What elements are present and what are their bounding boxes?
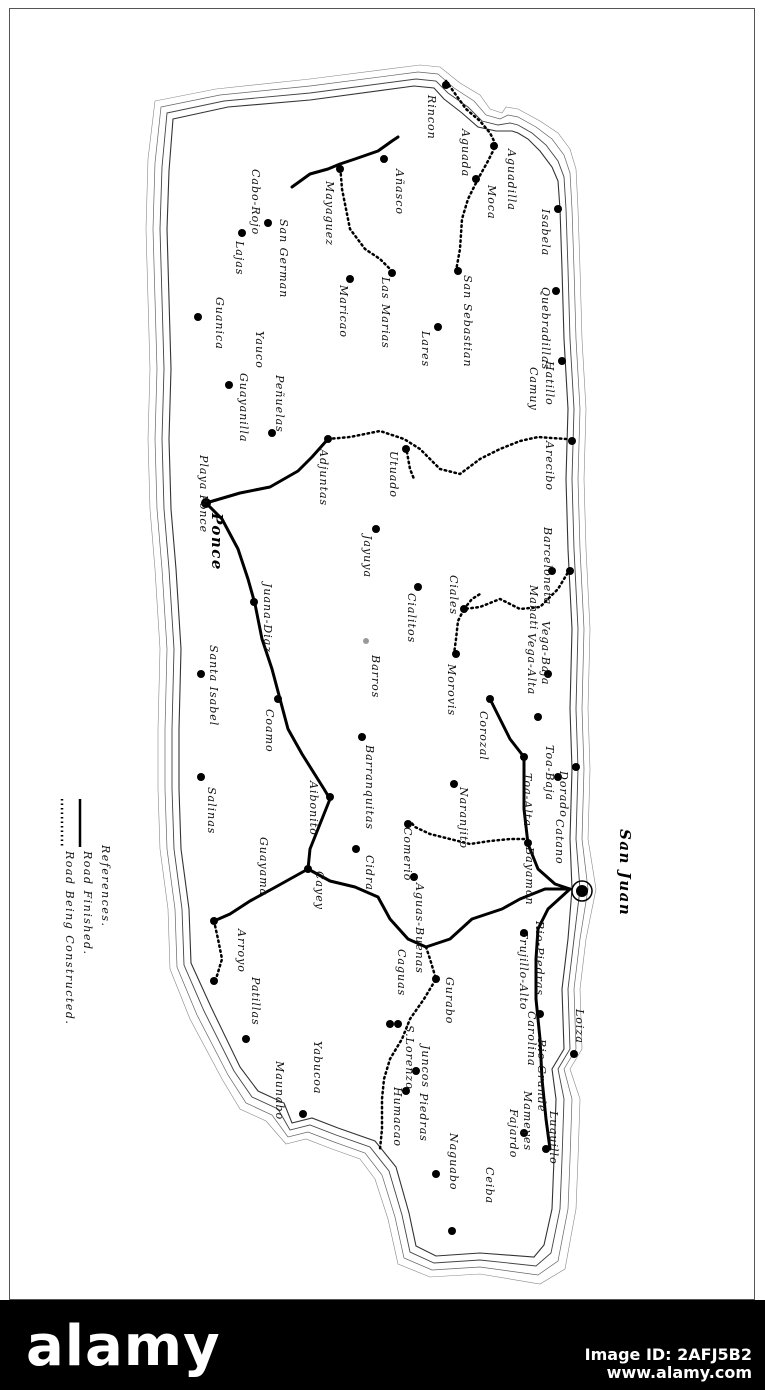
label-hatillo: Hatillo: [543, 361, 556, 406]
label-humacao: Humacao: [391, 1087, 404, 1148]
map-frame: [9, 8, 755, 1300]
label-bayamon: Bayamon: [523, 847, 536, 906]
label-gurabo: Gurabo: [443, 977, 456, 1025]
town-marker: [572, 763, 580, 771]
label-san-sebastian: San Sebastian: [461, 275, 474, 368]
label-juana-diaz: Juana-Diaz: [261, 583, 274, 654]
label-aguadilla: Aguadilla: [505, 149, 518, 211]
label-aguada: Aguada: [459, 129, 472, 178]
watermark-info: [552, 1346, 752, 1380]
town-marker: [486, 695, 494, 703]
label-ceiba: Ceiba: [483, 1167, 496, 1205]
town-labels: [197, 94, 634, 1204]
label-barceloneta: Barceloneta: [541, 527, 554, 606]
town-marker: [274, 695, 282, 703]
label-santa-isabel: Santa Isabel: [207, 645, 220, 727]
legend-title: References.: [99, 845, 112, 928]
label-arecibo: Arecibo: [543, 441, 556, 492]
label-yabucoa: Yabucoa: [311, 1041, 324, 1095]
label-maunabo: Maunabo: [273, 1061, 286, 1121]
label-carolina: Carolina: [525, 1011, 538, 1067]
town-marker: [386, 1020, 394, 1028]
map-legend: [62, 799, 112, 1025]
label-lajas: Lajas: [233, 241, 246, 276]
label-anasco: Añasco: [393, 169, 406, 216]
town-marker: [304, 865, 312, 873]
label-cialitos: Cialitos: [405, 593, 418, 644]
town-marker: [197, 670, 205, 678]
town-marker: [242, 1035, 250, 1043]
label-dorado: Dorado: [557, 771, 570, 818]
town-marker: [520, 753, 528, 761]
label-corozal: Corozal: [477, 711, 490, 761]
town-marker: [238, 229, 246, 237]
label-luquillo: Luquillo: [547, 1111, 560, 1165]
watermark-brand: alamy: [26, 1314, 221, 1379]
label-rio-piedras: Rio-Piedras: [533, 921, 546, 997]
label-ciales: Ciales: [447, 575, 460, 616]
town-marker: [402, 445, 410, 453]
label-trujillo-alto: Trujillo-Alto: [517, 931, 530, 1011]
label-jayuya: Jayuya: [361, 535, 374, 579]
label-coamo: Coamo: [263, 709, 276, 753]
legend-road-finished: Road Finished.: [81, 851, 94, 956]
label-barros: Barros: [369, 655, 382, 699]
label-juncos: Juncos: [419, 1045, 432, 1089]
town-marker: [448, 1227, 456, 1235]
town-marker: [372, 525, 380, 533]
town-marker: [225, 381, 233, 389]
town-marker: [388, 269, 396, 277]
town-marker: [432, 1170, 440, 1178]
town-marker: [524, 839, 532, 847]
label-s-lorenzo: S.Lorenzo: [403, 1025, 416, 1090]
label-guayanilla: Guayanilla: [237, 373, 250, 443]
town-marker: [264, 219, 272, 227]
label-vega-baja: Vega-Baja: [539, 621, 552, 686]
label-san-german: San German: [277, 219, 290, 299]
label-loiza: Loiza: [573, 1009, 586, 1044]
label-toa-alta: Toa-Alta: [521, 773, 534, 827]
town-marker: [454, 267, 462, 275]
town-marker: [352, 845, 360, 853]
town-marker: [552, 287, 560, 295]
town-marker: [570, 1050, 578, 1058]
label-mayaguez: Mayaguez: [323, 181, 336, 247]
town-marker: [534, 713, 542, 721]
label-penuelas: Peñuelas: [273, 375, 286, 433]
puerto-rico-road-map: [10, 9, 754, 1299]
watermark-site: www.alamy.com: [606, 1363, 752, 1382]
town-marker: [452, 650, 460, 658]
label-cayey: Cayey: [313, 871, 326, 910]
label-mameyes: Mameyes: [521, 1091, 534, 1152]
label-lares: Lares: [419, 331, 432, 368]
town-marker: [250, 598, 258, 606]
town-marker: [460, 605, 468, 613]
label-utuado: Utuado: [387, 451, 400, 498]
town-marker: [336, 165, 344, 173]
label-ponce: Ponce: [208, 513, 226, 571]
label-guanica: Guanica: [213, 297, 226, 350]
label-isabela: Isabela: [539, 209, 552, 257]
label-las-marias: Las Marias: [379, 277, 392, 349]
watermark-image-id: Image ID: 2AFJ5B2: [584, 1345, 752, 1364]
town-marker: [324, 435, 332, 443]
town-marker: [358, 733, 366, 741]
label-camuy: Camuy: [527, 367, 540, 411]
town-marker: [197, 773, 205, 781]
label-toa-baja: Toa-Baja: [543, 745, 556, 801]
town-marker: [394, 1020, 402, 1028]
label-vega-alta: Vega-Alta: [525, 633, 538, 696]
label-moca: Moca: [485, 185, 498, 220]
town-marker: [442, 81, 450, 89]
label-arroyo: Arroyo: [235, 929, 248, 973]
label-manati: Manati: [527, 585, 540, 631]
label-aibonito: Aibonito: [307, 781, 320, 836]
label-yauco: Yauco: [253, 331, 266, 369]
town-marker: [326, 793, 334, 801]
town-marker: [490, 142, 498, 150]
label-naguabo: Naguabo: [447, 1133, 460, 1191]
label-cabo-rojo: Cabo-Rojo: [249, 169, 262, 236]
capital-marker: [572, 881, 592, 901]
label-maricao: Maricao: [337, 285, 350, 338]
town-marker: [414, 583, 422, 591]
town-marker: [568, 437, 576, 445]
town-marker: [434, 323, 442, 331]
label-rio-grande: Rio-Grande: [535, 1039, 548, 1113]
town-marker: [558, 357, 566, 365]
label-guayama: Guayama: [257, 837, 270, 897]
town-marker: [380, 155, 388, 163]
label-caguas: Caguas: [395, 949, 408, 997]
label-salinas: Salinas: [205, 787, 218, 835]
town-marker: [554, 205, 562, 213]
label-rincon: Rincon: [425, 95, 438, 140]
town-marker: [299, 1110, 307, 1118]
town-marker: [210, 917, 218, 925]
label-cidra: Cidra: [363, 855, 376, 891]
label-barranquitas: Barranquitas: [363, 745, 376, 831]
label-aguas-buenas: Aguas-Buenas: [413, 883, 426, 974]
town-marker: [450, 780, 458, 788]
label-adjuntas: Adjuntas: [317, 449, 330, 507]
label-catano: Catano: [553, 819, 566, 865]
town-marker: [472, 175, 480, 183]
label-comerio: Comerio: [401, 827, 414, 882]
town-marker: [566, 567, 574, 575]
town-marker: [363, 638, 369, 644]
label-naranjito: Naranjito: [457, 787, 470, 850]
label-morovis: Morovis: [445, 664, 458, 717]
label-piedras: Piedras: [417, 1093, 430, 1142]
label-quebradillas: Quebradillas: [539, 287, 552, 371]
town-marker: [346, 275, 354, 283]
label-patillas: Patillas: [249, 977, 262, 1026]
town-markers: [194, 81, 580, 1235]
legend-road-constructed: Road Being Constructed.: [63, 851, 76, 1026]
label-fajardo: Fajardo: [507, 1109, 520, 1159]
town-marker: [432, 975, 440, 983]
label-playa-ponce: Playa Ponce: [197, 455, 210, 534]
town-marker: [210, 977, 218, 985]
town-marker: [194, 313, 202, 321]
label-san-juan: San Juan: [616, 829, 634, 917]
